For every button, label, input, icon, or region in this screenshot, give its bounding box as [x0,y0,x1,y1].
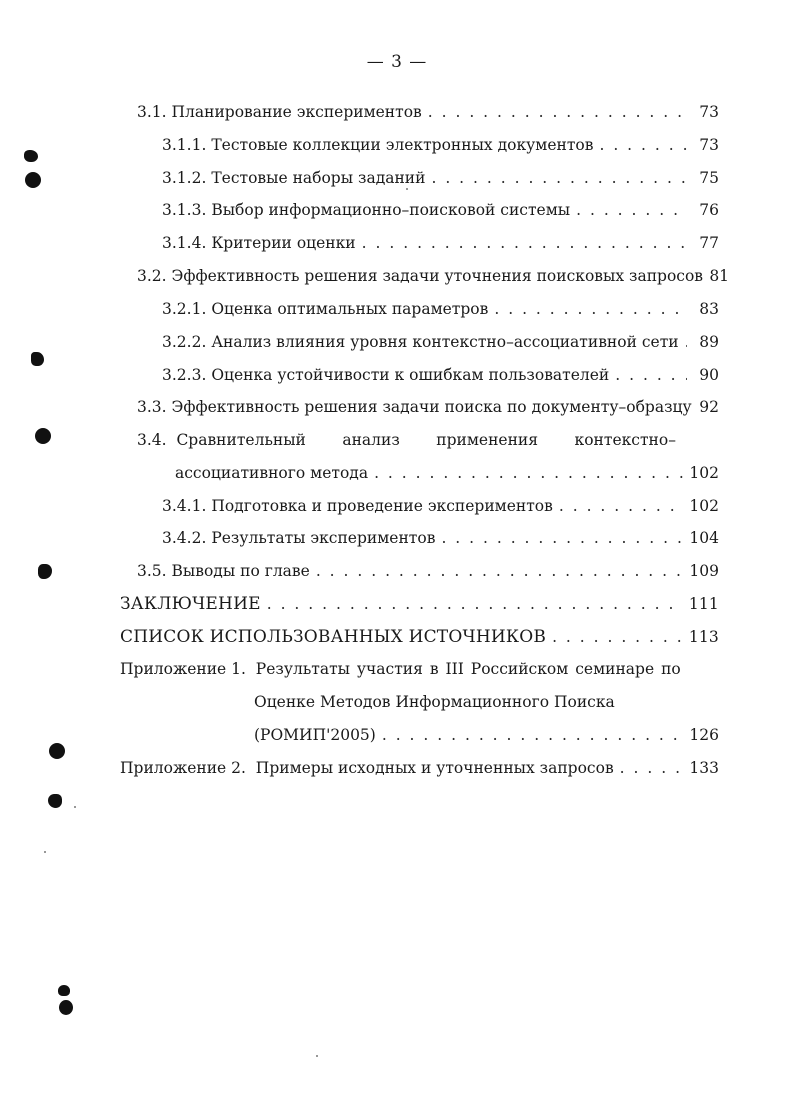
toc-entry [137,431,676,455]
toc-entry-number: Приложение 1. [120,660,246,678]
toc-entry-title: Эффективность решения задачи уточнения поисковых запросов [171,267,704,285]
toc-entry-page: 75 [699,169,719,187]
scan-speck [406,188,408,190]
scan-blot [31,352,44,366]
toc-entry-number: Приложение 2. [120,759,246,777]
toc-entry-number: 3.1.3. [162,201,207,219]
toc-entry-page: 76 [699,201,719,219]
scan-speck [44,851,46,853]
toc-entry [162,201,719,225]
scan-blot [35,428,51,444]
toc-entry-word: анализ [342,431,400,449]
toc-entry [162,366,719,390]
toc-entry [162,333,719,357]
page-number: — 3 — [366,52,428,72]
toc-entry-title: СПИСОК ИСПОЛЬЗОВАННЫХ ИСТОЧНИКОВ [120,627,547,647]
scan-blot [24,150,38,162]
scan-blot [58,985,70,996]
toc-entry-title: Анализ влияния уровня контекстно–ассоциативной сети [211,333,679,351]
toc-entry-number: 3.2. [137,267,167,285]
dot-leader [428,103,687,121]
dot-leader [382,726,684,744]
toc-entry-title: Эффективность решения задачи поиска по документу–образцу [171,398,692,416]
toc-entry-number: 3.2.3. [162,366,207,384]
dot-leader [431,169,687,187]
toc-entry-title: Оценка оптимальных параметров [211,300,489,318]
dot-leader [576,201,687,219]
scan-speck [74,806,76,808]
toc-entry-number: 3.2.2. [162,333,207,351]
toc-entry-number: 3.1.2. [162,169,207,187]
scan-blot [48,794,62,808]
toc-entry-number: 3.1. [137,103,167,121]
toc-entry-page: 102 [689,497,719,515]
toc-entry-page: 104 [689,529,719,547]
toc-entry [120,627,719,651]
toc-entry-title: (РОМИП'2005) [254,726,376,744]
dot-leader [441,529,683,547]
toc-entry-title: Планирование экспериментов [171,103,422,121]
dot-leader [552,628,683,646]
toc-entry-page: 92 [699,398,719,416]
dot-leader [362,234,687,252]
toc-entry [137,267,730,291]
toc-entry-word: контекстно– [574,431,676,449]
toc-entry-title: Оценка устойчивости к ошибкам пользователей [211,366,610,384]
toc-entry-page: 73 [699,103,719,121]
dot-leader [316,562,684,580]
toc-entry [120,660,681,684]
toc-entry [162,136,719,160]
scan-blot [59,1000,73,1015]
toc-entry-page: 77 [699,234,719,252]
toc-entry-page: 83 [699,300,719,318]
toc-entry-title: ЗАКЛЮЧЕНИЕ [120,594,261,614]
scan-blot [38,564,52,579]
toc-entry-continuation [175,464,719,488]
dot-leader [559,497,684,515]
toc-entry-title: Тестовые наборы заданий [211,169,426,187]
toc-entry-page: 73 [699,136,719,154]
toc-entry [162,169,719,193]
toc-entry-page: 113 [688,628,719,646]
toc-entry-continuation [254,693,719,717]
toc-entry-page: 133 [689,759,719,777]
toc-entry [162,300,719,324]
dot-leader [599,136,687,154]
toc-entry-title: Тестовые коллекции электронных документов [211,136,594,154]
toc-entry-number: 3.4.1. [162,497,207,515]
toc-entry-page: 102 [689,464,719,482]
dot-leader [494,300,687,318]
toc-entry [120,759,719,783]
toc-entry-page: 81 [709,267,730,285]
toc-entry-number: 3.4. [137,431,167,449]
toc-entry-title: Выбор информационно–поисковой системы [211,201,571,219]
toc-entry-word: применения [436,431,539,449]
toc-entry-title: Оценке Методов Информационного Поиска [254,693,615,711]
toc-entry-page: 89 [699,333,719,351]
toc-entry-title: Примеры исходных и уточненных запросов [255,759,614,777]
dot-leader [685,333,687,351]
toc-entry [120,594,719,618]
toc-entry [162,234,719,258]
toc-entry-number: 3.1.4. [162,234,207,252]
dot-leader [267,595,683,613]
toc-entry-number: 3.2.1. [162,300,207,318]
toc-entry-title: Критерии оценки [211,234,356,252]
toc-entry [137,103,719,127]
dot-leader [620,759,684,777]
toc-entry-title: Подготовка и проведение экспериментов [211,497,553,515]
toc-entry-title: Выводы по главе [171,562,310,580]
scan-speck [316,1055,318,1057]
toc-entry-number: 3.1.1. [162,136,207,154]
toc-entry-title: Результаты участия в III Российском семинаре по [255,660,681,678]
toc-entry-number-and-word [137,431,306,449]
scan-blot [25,172,41,188]
dot-leader [615,366,687,384]
toc-entry [137,398,719,422]
scan-blot [49,743,65,759]
toc-entry-number: 3.3. [137,398,167,416]
dot-leader [374,464,683,482]
toc-entry-page: 111 [688,595,719,613]
toc-entry-page: 90 [699,366,719,384]
toc-entry-title: ассоциативного метода [175,464,369,482]
toc-entry-title: Результаты экспериментов [211,529,436,547]
toc-entry-page: 126 [689,726,719,744]
toc-entry-number: 3.4.2. [162,529,207,547]
toc-entry-number: 3.5. [137,562,167,580]
toc-entry [162,529,719,553]
toc-entry-page: 109 [689,562,719,580]
toc-entry [137,562,719,586]
toc-entry-word: Сравнительный [176,431,306,449]
toc-entry-continuation [254,726,719,750]
toc-entry [162,497,719,521]
